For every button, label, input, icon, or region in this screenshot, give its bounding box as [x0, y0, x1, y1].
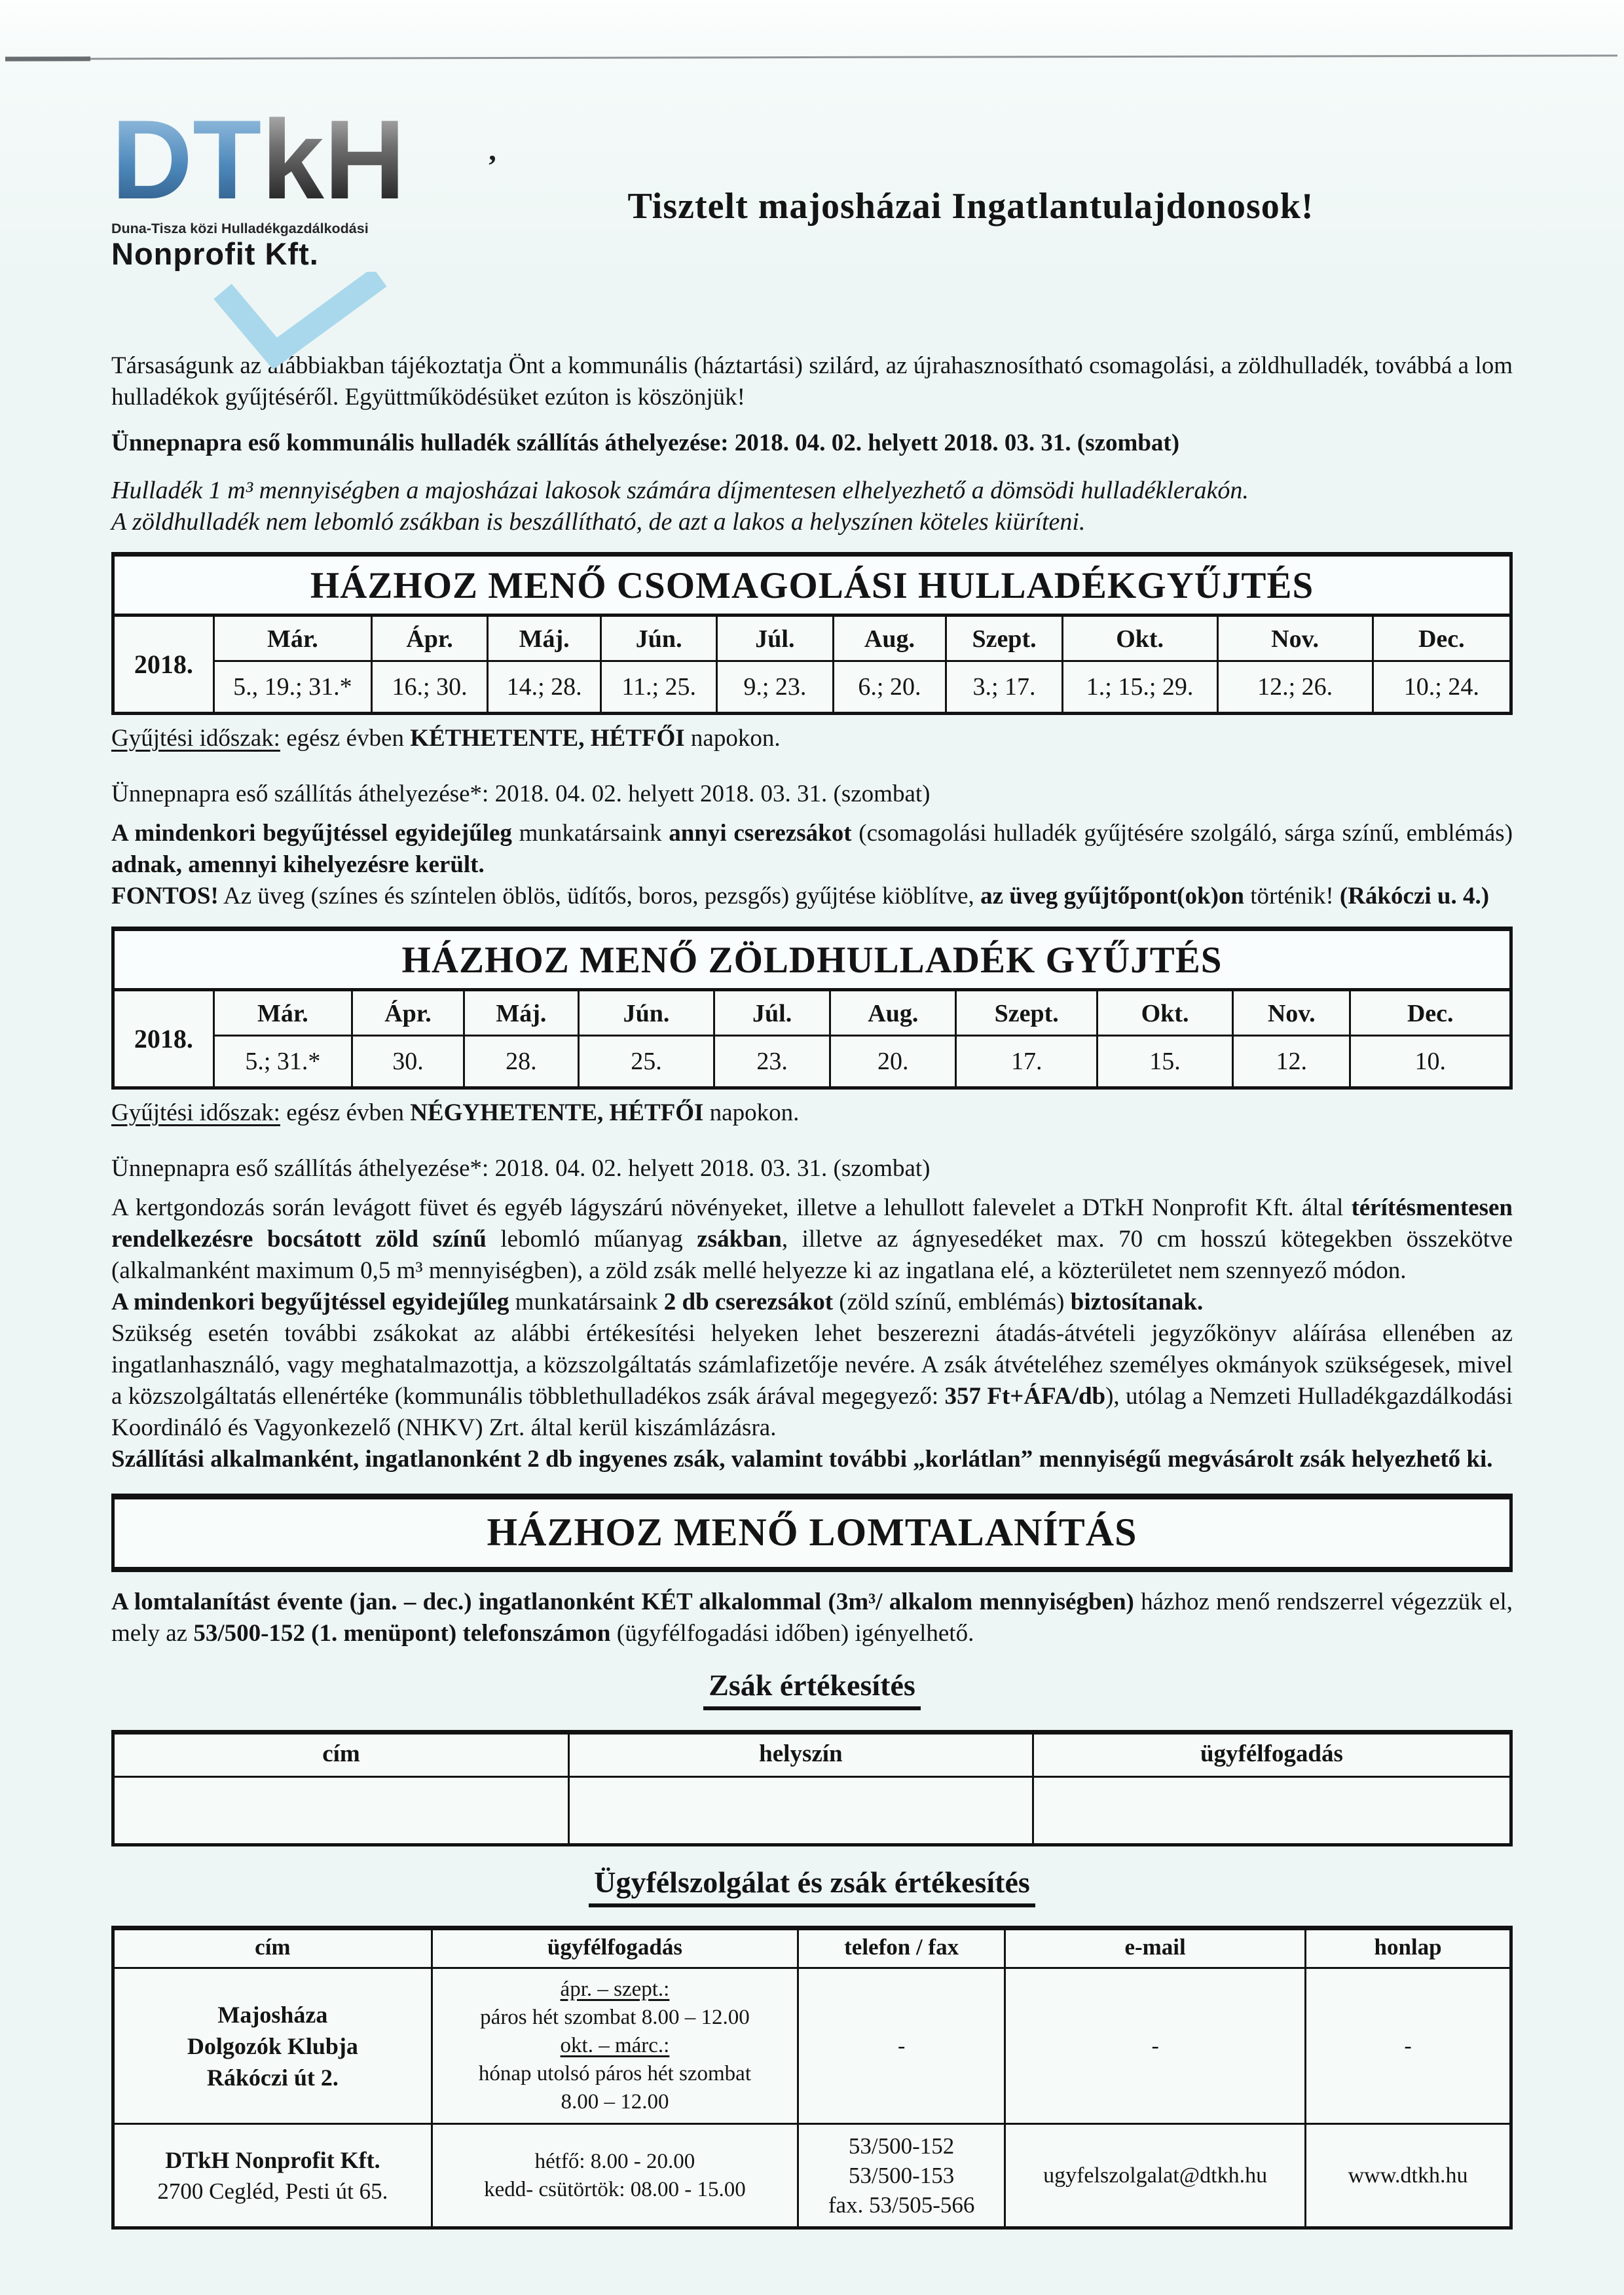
- text-segment: adnak, amennyi kihelyezésre került.: [111, 851, 485, 878]
- bag-purchase-paragraph: [111, 1318, 1513, 1444]
- landfill-note-line1: Hulladék 1 m³ mennyiségben a majosházai lakosok számára díjmentesen elhelyezhető a dömsödi hulladéklerakón.: [111, 477, 1249, 504]
- text-segment: FONTOS!: [111, 883, 219, 909]
- month-header-cell: Ápr.: [352, 990, 464, 1036]
- column-header: cím: [113, 1733, 569, 1777]
- address-line: Majosháza: [217, 2001, 328, 2028]
- opening-hours-line: hónap utolsó páros hét szombat: [478, 2062, 751, 2085]
- period-label: Gyűjtési időszak:: [111, 725, 280, 752]
- address-cell: [113, 2124, 432, 2228]
- glass-collection-paragraph: [111, 881, 1513, 912]
- opening-hours-line: 8.00 – 12.00: [561, 2090, 669, 2114]
- collection-dates-cell: 6.; 20.: [833, 661, 946, 714]
- green-period-line: [111, 1097, 1513, 1129]
- collection-dates-cell: 25.: [578, 1036, 714, 1088]
- month-header-cell: Aug.: [830, 990, 956, 1036]
- packaging-holiday-note: Ünnepnapra eső szállítás áthelyezése*: 2018. 04. 02. helyett 2018. 03. 31. (szombat): [111, 780, 931, 807]
- text-segment: történik!: [1244, 883, 1340, 909]
- page-title: Tisztelt majosházai Ingatlantulajdonosok!: [627, 186, 1314, 227]
- month-header-cell: Dec.: [1350, 990, 1511, 1036]
- table-title: HÁZHOZ MENŐ ZÖLDHULLADÉK GYŰJTÉS: [113, 929, 1511, 990]
- month-header-cell: Júl.: [717, 615, 833, 661]
- website-cell: -: [1306, 1968, 1511, 2124]
- column-header: helyszín: [569, 1733, 1033, 1777]
- phone-line: fax. 53/505-566: [828, 2192, 975, 2218]
- text-segment: Szükség esetén további zsákokat az alábbi értékesítési helyeken lehet beszerezni átadás-átvételi jegyzőkönyv aláírása ellenében az ingatlanhasználó, vagy meghatalmazottja, a közszolgáltatás számlafizetője nevére. A zsák átvételéhez személyes okmányok szükségesek, mivel a közszolgáltatás ellenértéke (kommunális többlethulladékos zsák árával megegyező:: [111, 1320, 1513, 1410]
- scan-speck: ’: [487, 149, 498, 182]
- text-segment: zsákban: [697, 1226, 782, 1253]
- text-segment: A kertgondozás során levágott füvet és egyéb lágyszárú növényeket, illetve a lehullott falevelet a DTkH Nonprofit Kft. által: [111, 1194, 1352, 1221]
- phone-cell: -: [798, 1968, 1005, 2124]
- green-holiday-note: Ünnepnapra eső szállítás áthelyezése*: 2018. 04. 02. helyett 2018. 03. 31. (szombat): [111, 1155, 931, 1182]
- collection-dates-cell: 10.: [1350, 1036, 1511, 1088]
- text-segment: annyi cserezsákot: [669, 820, 852, 847]
- logo-dt-letters: DT: [111, 97, 262, 223]
- opening-hours-line: kedd- csütörtök: 08.00 - 15.00: [484, 2177, 746, 2201]
- text-segment: házhoz menő rendszerrel végezzük el, mely az: [111, 1588, 1513, 1647]
- logo-swoosh-icon: [210, 272, 393, 376]
- collection-dates-cell: 9.; 23.: [717, 661, 833, 714]
- column-header: honlap: [1306, 1928, 1511, 1968]
- table-row: [113, 1777, 1511, 1845]
- opening-hours-cell: [432, 1968, 798, 2124]
- address-line: Dolgozók Klubja: [187, 2032, 358, 2059]
- collection-dates-cell: 1.; 15.; 29.: [1062, 661, 1217, 714]
- year-cell: 2018.: [113, 990, 214, 1088]
- landfill-note: [111, 475, 1513, 538]
- phone-line: 53/500-153: [848, 2163, 955, 2188]
- text-segment: , illetve az ágnyesedéket max. 70 cm hosszú kötegekben összekötve (alkalmanként maximum 0,5 m³ mennyiségben), a zöld zsák mellé helyezze ki az ingatlana elé, a közterületet nem szennyező módon.: [111, 1226, 1513, 1284]
- collection-dates-cell: 5., 19.; 31.*: [213, 661, 371, 714]
- address-line: 2700 Cegléd, Pesti út 65.: [157, 2178, 388, 2204]
- table-row: [113, 1968, 1511, 2124]
- customer-service-heading: Ügyfélszolgálat és zsák értékesítés: [589, 1865, 1035, 1907]
- month-header-cell: Nov.: [1217, 615, 1373, 661]
- logo-kh-letters: kH: [261, 97, 406, 223]
- packaging-period-line: [111, 723, 1513, 754]
- logo-nonprofit-line: Nonprofit Kft.: [111, 236, 319, 271]
- address-cell: [113, 1968, 432, 2124]
- month-header-cell: Júl.: [714, 990, 830, 1036]
- collection-dates-cell: 17.: [956, 1036, 1098, 1088]
- dtkh-logo: [111, 97, 406, 324]
- header: [111, 97, 1513, 324]
- text-segment: munkatársaink: [511, 820, 669, 847]
- text-segment: A mindenkori begyűjtéssel egyidejűleg: [111, 1289, 509, 1315]
- month-header-cell: Szept.: [946, 615, 1062, 661]
- empty-cell: [113, 1777, 569, 1845]
- column-header: e-mail: [1005, 1928, 1306, 1968]
- month-header-cell: Aug.: [833, 615, 946, 661]
- opening-hours-line: páros hét szombat 8.00 – 12.00: [480, 2006, 750, 2029]
- bag-sales-table: [111, 1730, 1513, 1846]
- text-segment: A lomtalanítást évente (jan. – dec.) ingatlanonként KÉT alkalommal (3m³/ alkalom mennyiségben): [111, 1588, 1134, 1615]
- text-segment: napokon.: [703, 1099, 800, 1126]
- text-segment: (csomagolási hulladék gyűjtésére szolgáló, sárga színű, emblémás): [851, 820, 1513, 847]
- customer-service-table: [111, 1926, 1513, 2230]
- text-segment: A mindenkori begyűjtéssel egyidejűleg: [111, 820, 512, 847]
- column-header: ügyfélfogadás: [1033, 1733, 1511, 1777]
- address-line: Rákóczi út 2.: [206, 2064, 339, 2091]
- column-header: cím: [113, 1928, 432, 1968]
- landfill-note-line2: A zöldhulladék nem lebomló zsákban is beszállítható, de azt a lakos a helyszínen köteles kiüríteni.: [111, 508, 1086, 536]
- opening-hours-line: okt. – márc.:: [560, 2034, 670, 2057]
- text-segment: egész évben: [280, 1099, 411, 1126]
- collection-dates-cell: 10.; 24.: [1373, 661, 1511, 714]
- collection-dates-cell: 15.: [1098, 1036, 1233, 1088]
- address-line: DTkH Nonprofit Kft.: [165, 2146, 380, 2173]
- text-segment: 53/500-152 (1. menüpont) telefonszámon: [193, 1620, 611, 1647]
- intro-paragraph: Társaságunk az alábbiakban tájékoztatja Önt a kommunális (háztartási) szilárd, az újrahasznosítható csomagolási, a zöldhulladék, továbbá a lom hulladékok gyűjtéséről. Együttműködésüket ezúton is köszönjük!: [111, 352, 1513, 411]
- bulky-waste-box-title: HÁZHOZ MENŐ LOMTALANÍTÁS: [111, 1494, 1513, 1572]
- text-segment: KÉTHETENTE, HÉTFŐI: [410, 725, 685, 752]
- text-segment: térítésmentesen rendelkezésre bocsátott zöld színű: [111, 1194, 1513, 1253]
- month-header-cell: Ápr.: [371, 615, 487, 661]
- collection-dates-cell: 14.; 28.: [488, 661, 601, 714]
- month-header-cell: Már.: [213, 615, 371, 661]
- text-segment: 2 db cserezsákot: [663, 1289, 834, 1315]
- month-header-cell: Már.: [213, 990, 352, 1036]
- bag-sales-heading: Zsák értékesítés: [703, 1668, 921, 1710]
- email-cell: ugyfelszolgalat@dtkh.hu: [1005, 2124, 1306, 2228]
- month-header-cell: Jún.: [578, 990, 714, 1036]
- text-segment: (zöld színű, emblémás): [833, 1289, 1071, 1315]
- text-segment: egész évben: [280, 725, 411, 752]
- opening-hours-line: ápr. – szept.:: [560, 1977, 670, 2001]
- collection-dates-cell: 28.: [464, 1036, 578, 1088]
- logo-company-line: Duna-Tisza közi Hulladékgazdálkodási: [111, 221, 369, 236]
- phone-cell: [798, 2124, 1005, 2228]
- text-segment: (Rákóczi u. 4.): [1339, 883, 1490, 909]
- collection-dates-cell: 12.: [1233, 1036, 1350, 1088]
- text-segment: ), utólag a Nemzeti Hulladékgazdálkodási Koordináló és Vagyonkezelő (NHKV) Zrt. által kerül kiszámlázásra.: [111, 1383, 1513, 1441]
- phone-line: 53/500-152: [848, 2133, 955, 2159]
- month-header-cell: Máj.: [488, 615, 601, 661]
- green-waste-collection-table: [111, 927, 1513, 1090]
- bulky-waste-paragraph: [111, 1587, 1513, 1649]
- collection-dates-cell: 30.: [352, 1036, 464, 1088]
- text-segment: munkatársaink: [509, 1289, 664, 1315]
- opening-hours-line: hétfő: 8.00 - 20.00: [534, 2149, 695, 2173]
- collection-dates-cell: 3.; 17.: [946, 661, 1062, 714]
- collection-dates-cell: 20.: [830, 1036, 956, 1088]
- text-segment: az üveg gyűjtőpont(ok)on: [980, 883, 1244, 909]
- packaging-collection-table: [111, 552, 1513, 715]
- customer-service-heading-wrap: [111, 1865, 1513, 1907]
- holiday-relocation-heading: Ünnepnapra eső kommunális hulladék szállítás áthelyezése: 2018. 04. 02. helyett 2018. 03. 31. (szombat): [111, 430, 1180, 456]
- text-segment: NÉGYHETENTE, HÉTFŐI: [410, 1099, 704, 1126]
- table-row: [113, 2124, 1511, 2228]
- text-segment: lebomló műanyag: [486, 1226, 697, 1253]
- table-title: HÁZHOZ MENŐ CSOMAGOLÁSI HULLADÉKGYŰJTÉS: [113, 555, 1511, 615]
- collection-dates-cell: 5.; 31.*: [213, 1036, 352, 1088]
- column-header: telefon / fax: [798, 1928, 1005, 1968]
- bag-sales-heading-wrap: [111, 1668, 1513, 1710]
- green-waste-paragraph: [111, 1192, 1513, 1287]
- page-content: [111, 0, 1513, 2230]
- month-header-cell: Jún.: [601, 615, 717, 661]
- bag-exchange-paragraph: [111, 818, 1513, 881]
- delivery-limit-paragraph: [111, 1444, 1513, 1475]
- email-cell: -: [1005, 1968, 1306, 2124]
- column-header: ügyfélfogadás: [432, 1928, 798, 1968]
- empty-cell: [1033, 1777, 1511, 1845]
- opening-hours-cell: [432, 2124, 798, 2228]
- month-header-cell: Okt.: [1062, 615, 1217, 661]
- empty-cell: [569, 1777, 1033, 1845]
- text-segment: napokon.: [684, 725, 781, 752]
- month-header-cell: Okt.: [1098, 990, 1233, 1036]
- green-bag-exchange-paragraph: [111, 1287, 1513, 1318]
- text-segment: (ügyfélfogadási időben) igényelhető.: [610, 1620, 974, 1647]
- text-segment: Az üveg (színes és színtelen öblös, üdítős, boros, pezsgős) gyűjtése kiöblítve,: [218, 883, 981, 909]
- logo-wordmark: [111, 97, 406, 223]
- website-cell: www.dtkh.hu: [1306, 2124, 1511, 2228]
- month-header-cell: Dec.: [1373, 615, 1511, 661]
- month-header-cell: Nov.: [1233, 990, 1350, 1036]
- text-segment: biztosítanak.: [1070, 1289, 1204, 1315]
- month-header-cell: Máj.: [464, 990, 578, 1036]
- collection-dates-cell: 23.: [714, 1036, 830, 1088]
- collection-dates-cell: 12.; 26.: [1217, 661, 1373, 714]
- collection-dates-cell: 16.; 30.: [371, 661, 487, 714]
- text-segment: 357 Ft+ÁFA/db: [944, 1383, 1106, 1410]
- period-label: Gyűjtési időszak:: [111, 1099, 280, 1126]
- month-header-cell: Szept.: [956, 990, 1098, 1036]
- year-cell: 2018.: [113, 615, 214, 714]
- text-segment: Szállítási alkalmanként, ingatlanonként 2 db ingyenes zsák, valamint további „korlátlan” mennyiségű megvásárolt zsák helyezhető ki.: [111, 1446, 1493, 1473]
- collection-dates-cell: 11.; 25.: [601, 661, 717, 714]
